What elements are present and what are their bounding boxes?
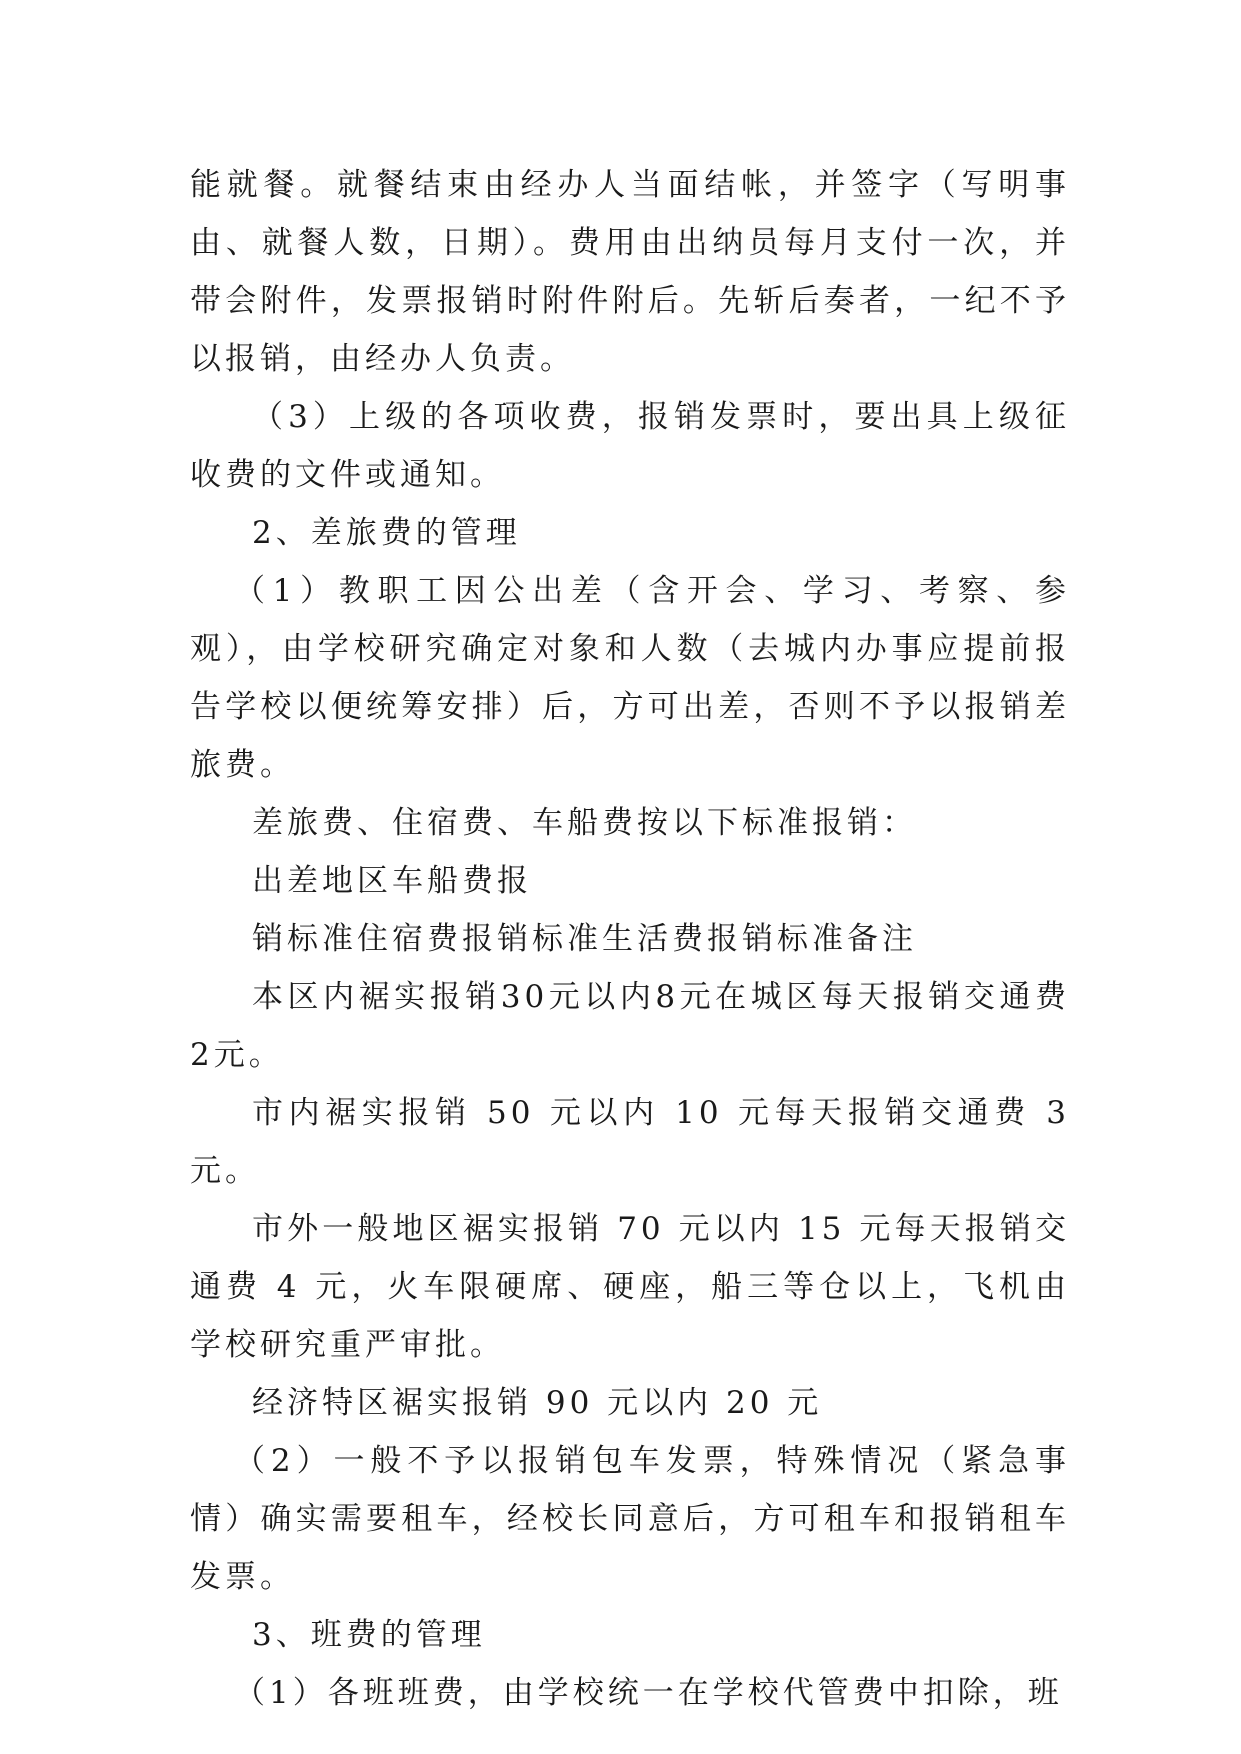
paragraph-car-rental: （2）一般不予以报销包车发票，特殊情况（紧急事情）确实需要租车，经校长同意后，方可租车和报销租车发票。 [190, 1443, 1070, 1595]
paragraph-reimbursement-standard-intro: 差旅费、住宿费、车船费按以下标准报销： [252, 805, 917, 841]
document-body [190, 156, 1070, 1722]
heading-class-fee: 3、班费的管理 [252, 1617, 486, 1653]
paragraph-standard-district: 本区内裾实报销30元以内8元在城区每天报销交通费2元。 [190, 979, 1070, 1073]
paragraph-standard-outside-city: 市外一般地区裾实报销 70 元以内 15 元每天报销交通费 4 元，火车限硬席、硬座，船三等仓以上，飞机由学校研究重严审批。 [190, 1211, 1070, 1363]
paragraph-standard-city: 市内裾实报销 50 元以内 10 元每天报销交通费 3 元。 [190, 1095, 1070, 1189]
heading-travel-expense: 2、差旅费的管理 [252, 515, 521, 551]
paragraph-table-header-1: 出差地区车船费报 [252, 863, 532, 899]
paragraph-class-fee: （1）各班班费，由学校统一在学校代管费中扣除，班 [234, 1675, 1063, 1711]
paragraph-dining-settlement: 能就餐。就餐结束由经办人当面结帐，并签字（写明事由、就餐人数，日期）。费用由出纳员每月支付一次，并带会附件，发票报销时附件附后。先斩后奏者，一纪不予以报销，由经办人负责。 [190, 167, 1070, 377]
paragraph-superior-fees: （3）上级的各项收费，报销发票时，要出具上级征收费的文件或通知。 [190, 399, 1070, 493]
paragraph-business-trip: （1）教职工因公出差（含开会、学习、考察、参观），由学校研究确定对象和人数（去城内办事应提前报告学校以便统筹安排）后，方可出差，否则不予以报销差旅费。 [190, 573, 1070, 783]
paragraph-standard-special-zone: 经济特区裾实报销 90 元以内 20 元 [252, 1385, 823, 1421]
paragraph-table-header-2: 销标准住宿费报销标准生活费报销标准备注 [252, 921, 917, 957]
